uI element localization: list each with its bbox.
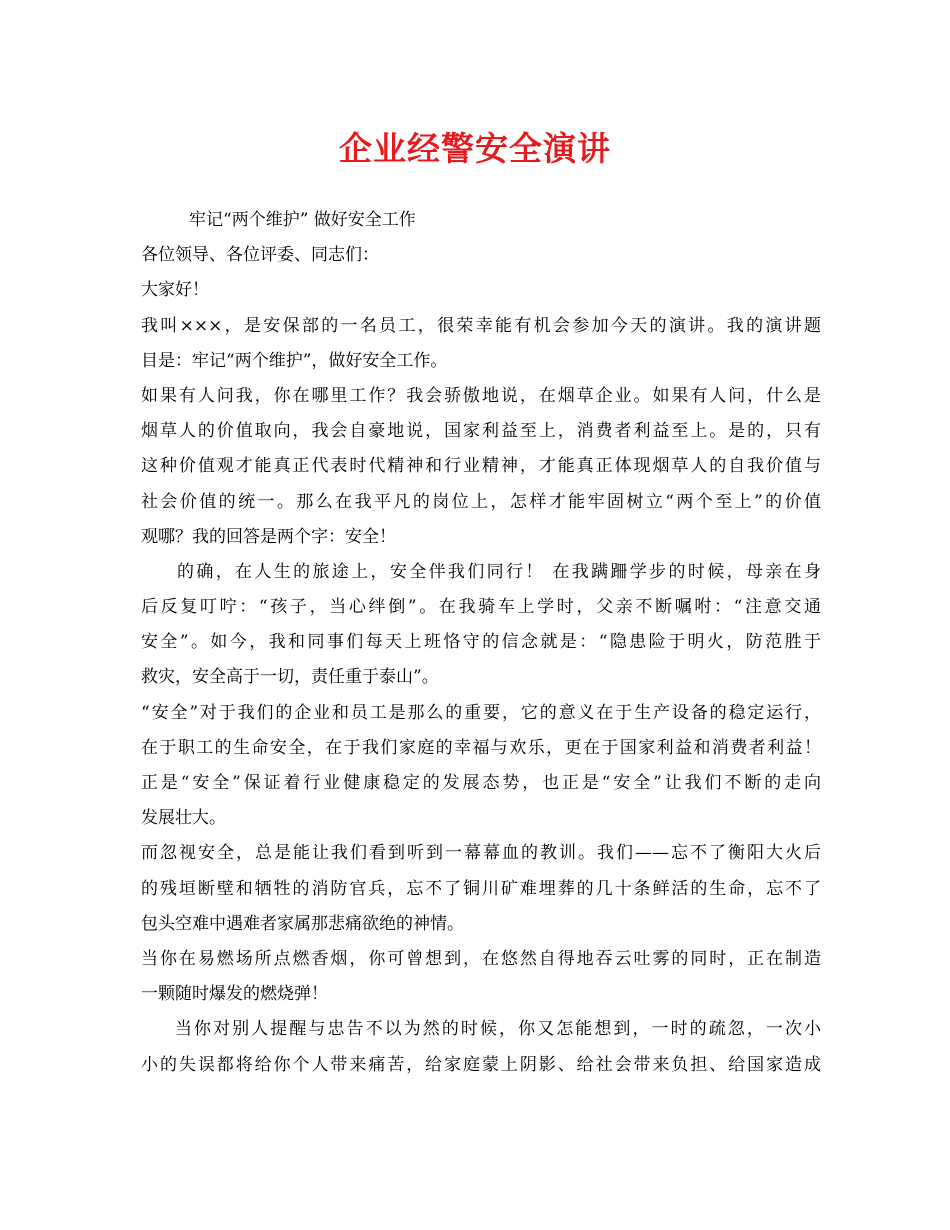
body-line: 观哪？我的回答是两个字：安全！ bbox=[141, 526, 396, 547]
body-line: 安全”。如今，我和同事们每天上班恪守的信念就是：“隐患险于明火，防范胜于 bbox=[141, 632, 821, 653]
body-line: 社会价值的统一。那么在我平凡的岗位上，怎样才能牢固树立“两个至上”的价值 bbox=[141, 491, 821, 512]
body-line: 的残垣断壁和牺牲的消防官兵，忘不了铜川矿难埋葬的几十条鲜活的生命，忘不了 bbox=[141, 878, 821, 899]
body-line: 正是“安全”保证着行业健康稳定的发展态势，也正是“安全”让我们不断的走向 bbox=[141, 773, 821, 793]
document-title: 企业经警安全演讲 bbox=[339, 129, 611, 168]
body-line: 包头空难中遇难者家属那悲痛欲绝的神情。 bbox=[141, 913, 464, 934]
body-line: 目是：牢记“两个维护”，做好安全工作。 bbox=[141, 350, 448, 371]
body-line: 小的失误都将给你个人带来痛苦，给家庭蒙上阴影、给社会带来负担、给国家造成 bbox=[141, 1054, 821, 1075]
document-body bbox=[141, 203, 821, 1083]
speech-subtitle: 牢记“两个维护” 做好安全工作 bbox=[189, 210, 416, 230]
body-line: 如果有人问我，你在哪里工作？我会骄傲地说，在烟草企业。如果有人问，什么是 bbox=[141, 385, 821, 406]
body-line: 烟草人的价值取向，我会自豪地说，国家利益至上，消费者利益至上。是的，只有 bbox=[141, 421, 821, 442]
body-line: 救灾，安全高于一切，责任重于泰山”。 bbox=[141, 667, 439, 688]
body-line: 而忽视安全，总是能让我们看到听到一幕幕血的教训。我们——忘不了衡阳大火后 bbox=[141, 843, 821, 864]
body-line: 的确，在人生的旅途上，安全伴我们同行！ 在我蹒跚学步的时候，母亲在身 bbox=[177, 561, 821, 582]
body-line: 这种价值观才能真正代表时代精神和行业精神，才能真正体现烟草人的自我价值与 bbox=[141, 456, 821, 477]
body-line: 在于职工的生命安全，在于我们家庭的幸福与欢乐，更在于国家利益和消费者利益！ bbox=[141, 737, 821, 758]
body-line: 后反复叮咛：“孩子，当心绊倒”。在我骑车上学时，父亲不断嘱咐：“注意交通 bbox=[141, 597, 821, 618]
body-line: 大家好！ bbox=[141, 280, 209, 301]
body-line: 我叫×××，是安保部的一名员工，很荣幸能有机会参加今天的演讲。我的演讲题 bbox=[141, 315, 821, 336]
body-line: 当你对别人提醒与忠告不以为然的时候，你又怎能想到，一时的疏忽，一次小 bbox=[175, 1019, 821, 1040]
body-line: 各位领导、各位评委、同志们： bbox=[141, 245, 379, 266]
body-line: 当你在易燃场所点燃香烟，你可曾想到，在悠然自得地吞云吐雾的同时，正在制造 bbox=[141, 948, 821, 969]
body-line: “安全”对于我们的企业和员工是那么的重要，它的意义在于生产设备的稳定运行， bbox=[141, 702, 821, 723]
body-line: 发展壮大。 bbox=[141, 808, 226, 829]
body-line: 一颗随时爆发的燃烧弹！ bbox=[141, 984, 328, 1005]
